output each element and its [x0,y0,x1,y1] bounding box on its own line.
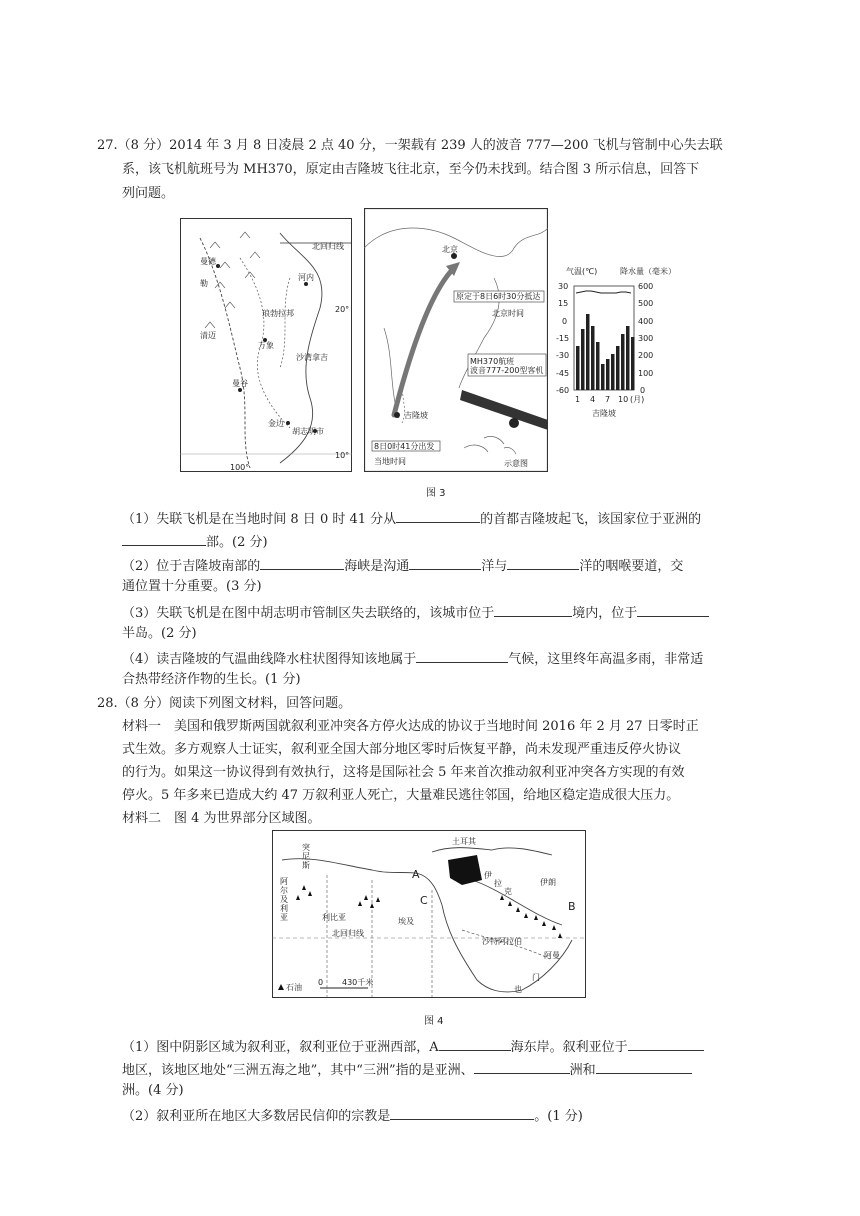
q27-stem-line3: 列问题。 [122,186,175,201]
q28-material1-line2: 式生效。多方观察人士证实，叙利亚全国大部分地区零时后恢复平静，尚未发现严重违反停火协议 [122,742,682,757]
answer-blank-13[interactable] [390,1105,534,1120]
answer-blank-8[interactable] [416,648,508,663]
q28-sub2-line1: （2）叙利亚所在地区大多数居民信仰的宗教是 。(1 分) [122,1105,583,1126]
saudi-label: 沙特阿拉伯 [482,937,522,946]
lat20-label: 20° [335,305,350,314]
label-b: B [568,900,576,913]
algeria-label-3: 及 [280,895,288,904]
answer-blank-3[interactable] [260,555,344,570]
place1-label: 勒 [200,279,208,288]
depart-label: 8日0时41分出发 [374,442,435,451]
oman-label: 阿曼 [544,951,560,960]
precip-bars [576,314,635,390]
tunisia-label-3: 斯 [302,861,310,870]
tropic-label: 北回归线 [312,242,344,251]
temp-axis-label: 气温(℃) [566,267,598,276]
q27-sub2-line2: 通位置十分重要。(3 分) [122,579,262,594]
answer-blank-12[interactable] [596,1059,692,1074]
algeria-label-5: 亚 [280,913,288,922]
place4-label: 沙湾拿吉 [296,353,328,362]
svg-text:0: 0 [640,386,646,395]
yemen-label-2: 也 [514,985,522,994]
yemen-label-1: 门 [532,973,540,982]
mandalay-label: 曼德 [200,257,216,266]
svg-text:400: 400 [638,317,654,326]
figure3-caption: 图 3 [426,488,446,499]
svg-text:1: 1 [575,395,581,404]
answer-blank-2[interactable] [122,531,206,546]
svg-text:300: 300 [638,334,654,343]
figure4-caption: 图 4 [424,1016,444,1027]
middle-east-map [272,830,586,998]
lon100-label: 100° [230,463,250,472]
q27-sub4-line1: （4）读吉隆坡的气温曲线降水柱状图得知该地属于 气候，这里终年高温多雨，非常适 [122,648,703,669]
svg-text:-15: -15 [556,334,570,343]
place2-label: 清迈 [200,331,216,340]
algeria-label-2: 尔 [280,886,288,895]
temp-ticks [556,282,569,395]
southeast-asia-map [180,218,352,472]
bangkok-label: 曼谷 [232,379,248,388]
answer-blank-1[interactable] [396,508,480,523]
answer-blank-9[interactable] [439,1036,511,1051]
svg-text:7: 7 [605,395,611,404]
mh370-label2: 波音777-200型客机 [470,366,544,375]
iraq-label-1: 伊 [484,871,492,880]
q28-material1-line4: 停火。5 年多来已造成大约 47 万叙利亚人死亡，大量难民逃往邻国，给地区稳定造成很大压力。 [122,788,680,803]
scale-zero: 0 [318,978,324,987]
svg-text:15: 15 [558,299,569,308]
q28-material1-line3: 的行为。如果这一协议得到有效执行，这将是国际社会 5 年来首次推动叙利亚冲突各方实现的有效 [122,765,685,780]
q28-sub1-line2: 地区，该地区地处“三洲五海之地”，其中“三洲”指的是亚洲、 洲和 [122,1059,692,1080]
month-unit: (月) [630,395,645,404]
svg-text:-45: -45 [556,369,570,378]
svg-text:0: 0 [562,317,568,326]
svg-text:600: 600 [638,282,654,291]
svg-text:-60: -60 [556,386,570,395]
hcmc-label: 胡志明市 [292,427,324,436]
tunisia-label-1: 突 [302,843,310,852]
svg-text:30: 30 [558,282,569,291]
tunisia-label-2: 尼 [302,852,310,861]
svg-text:500: 500 [638,299,654,308]
q27-sub1-line1: （1）失联飞机是在当地时间 8 日 0 时 41 分从 的首都吉隆坡起飞，该国家位于亚洲的 [122,508,701,529]
city-label: 吉隆坡 [592,409,616,418]
month-ticks [575,395,628,404]
label-a: A [412,868,420,881]
legend-label: 示意图 [504,459,528,468]
lat10-label: 10° [335,451,350,460]
label-c: C [420,894,428,907]
turkey-label: 土耳其 [452,837,476,846]
hanoi-label: 河内 [298,273,314,282]
svg-text:4: 4 [590,395,596,404]
q27-sub3-line1: （3）失联飞机是在图中胡志明市管制区失去联络的，该城市位于 境内，位于 [122,602,709,623]
q27-sub4-line2: 合热带经济作物的生长。(1 分) [122,672,301,687]
q28-material2: 材料二 图 4 为世界部分区域图。 [122,811,321,826]
svg-text:200: 200 [638,351,654,360]
q28-material1-line1: 材料一 美国和俄罗斯两国就叙利亚冲突各方停火达成的协议于当地时间 2016 年 2 月 27 日零时正 [122,719,699,734]
flight-route-map [364,208,548,472]
answer-blank-10[interactable] [628,1036,704,1051]
klang-climate-chart [556,266,696,422]
oil-legend-label: 石油 [286,983,302,992]
beijing-label: 北京 [442,245,458,254]
vientiane-label: 万象 [258,341,274,350]
q27-sub3-line2: 半岛。(2 分) [122,626,197,641]
q27-stem-line1: 27.（8 分）2014 年 3 月 8 日凌晨 2 点 40 分，一架载有 239 人的波音 777—200 飞机与管制中心失去联 [97,138,723,153]
scale-label: 430千米 [342,978,374,987]
answer-blank-11[interactable] [474,1059,570,1074]
libya-label: 利比亚 [322,913,346,922]
precip-axis-label: 降水量（毫米） [620,267,676,276]
answer-blank-6[interactable] [494,602,572,617]
q28-sub1-line3: 洲。(4 分) [122,1083,184,1098]
answer-blank-4[interactable] [409,555,481,570]
egypt-label: 埃及 [398,917,414,926]
svg-text:10: 10 [618,395,629,404]
algeria-label-4: 利 [280,904,288,913]
tropic-label-4: 北回归线 [332,929,364,938]
beijing-time-label: 北京时间 [492,309,524,318]
svg-text:-30: -30 [556,351,570,360]
local-time-label: 当地时间 [374,457,406,466]
answer-blank-5[interactable] [507,555,579,570]
algeria-label-1: 阿 [280,877,288,886]
q27-sub2-line1: （2）位于吉隆坡南部的 海峡是沟通 洋与 洋的咽喉要道，交 [122,555,683,576]
mh370-label1: MH370航班 [470,357,515,366]
svg-text:100: 100 [638,369,654,378]
kompong-label: 金边 [268,419,284,428]
q27-sub1-line2: 部。(2 分) [122,531,268,552]
iran-label: 伊朗 [540,878,556,887]
q27-stem-line2: 系，该飞机航班号为 MH370，原定由吉隆坡飞往北京，至今仍未找到。结合图 3 所示信息，回答下 [122,162,700,177]
iraq-label-3: 克 [504,887,512,896]
precip-ticks [638,282,653,395]
kl-label: 吉隆坡 [404,411,428,420]
q28-stem: 28.（8 分）阅读下列图文材料，回答问题。 [97,696,352,711]
iraq-label-2: 拉 [494,879,502,888]
place3-label: 琅勃拉邦 [262,309,294,318]
q28-sub1-line1: （1）图中阴影区域为叙利亚，叙利亚位于亚洲西部，A 海东岸。叙利亚位于 [122,1036,704,1057]
answer-blank-7[interactable] [637,602,709,617]
arrive-label: 原定于8日6时30分抵达 [456,292,541,301]
